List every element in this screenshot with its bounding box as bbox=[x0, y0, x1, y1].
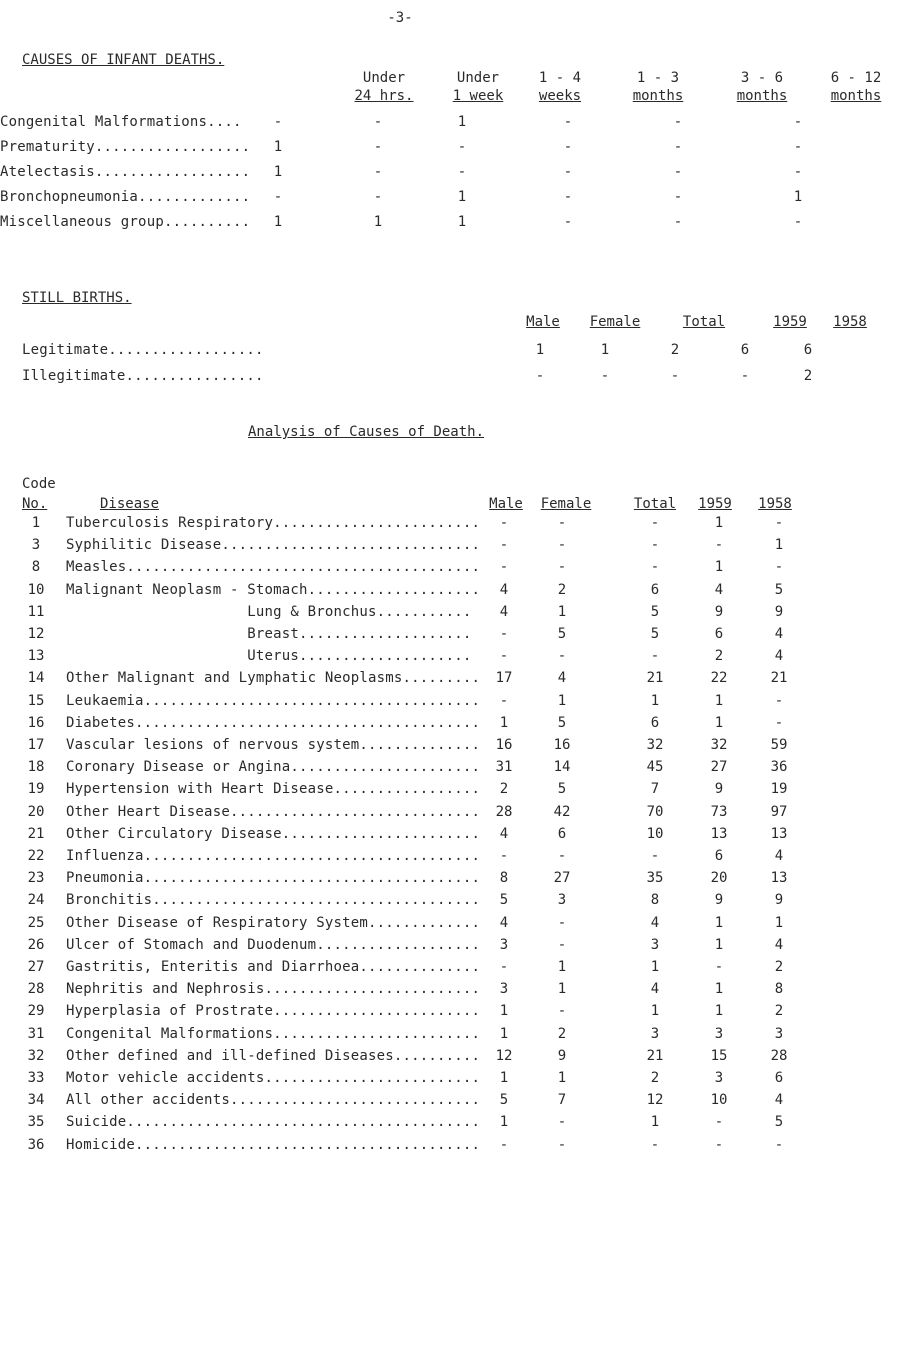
analysis-cell: 21 bbox=[646, 1047, 664, 1064]
analysis-cell: 5 bbox=[499, 892, 509, 909]
analysis-cell: 9 bbox=[714, 781, 724, 798]
analysis-cell: - bbox=[557, 537, 567, 554]
analysis-cell: 3 bbox=[557, 892, 567, 909]
infant-col-subheader: 24 hrs. bbox=[354, 88, 414, 104]
infant-cell: - bbox=[673, 114, 683, 130]
analysis-col-header: Male bbox=[489, 496, 523, 512]
analysis-row-label: Motor vehicle accidents......................... bbox=[66, 1070, 481, 1086]
analysis-row-label: Uterus.................... bbox=[66, 648, 472, 665]
analysis-cell: 1 bbox=[714, 936, 724, 953]
analysis-cell: 97 bbox=[770, 803, 788, 820]
analysis-row-label: Hyperplasia of Prostrate........................ bbox=[66, 1003, 481, 1020]
analysis-code: 13 bbox=[27, 648, 45, 665]
analysis-cell: 1 bbox=[557, 692, 567, 709]
analysis-cell: 2 bbox=[557, 581, 567, 598]
analysis-code: 20 bbox=[27, 803, 45, 820]
code-header: Code bbox=[22, 476, 56, 492]
analysis-cell: 6 bbox=[650, 714, 660, 731]
analysis-cell: - bbox=[557, 648, 567, 665]
analysis-cell: 28 bbox=[770, 1047, 788, 1064]
infant-cell: 1 bbox=[373, 214, 383, 230]
analysis-cell: 9 bbox=[774, 892, 784, 909]
disease-header: Disease bbox=[100, 496, 160, 512]
infant-cell: 1 bbox=[273, 139, 283, 155]
analysis-cell: 1 bbox=[650, 1114, 660, 1131]
analysis-row-label: Pneumonia....................................... bbox=[66, 870, 481, 887]
analysis-code: 31 bbox=[27, 1025, 45, 1042]
analysis-cell: 7 bbox=[557, 1092, 567, 1109]
analysis-cell: 32 bbox=[646, 737, 664, 753]
infant-col-header: Under bbox=[456, 70, 500, 86]
analysis-cell: - bbox=[650, 648, 660, 665]
analysis-cell: 20 bbox=[710, 870, 728, 887]
infant-cell: - bbox=[273, 114, 283, 130]
analysis-cell: 6 bbox=[714, 626, 724, 642]
analysis-row-label: Lung & Bronchus........... bbox=[66, 603, 472, 620]
analysis-row-label: Other Circulatory Disease....................... bbox=[66, 825, 481, 842]
analysis-cell: 5 bbox=[557, 781, 567, 798]
analysis-cell: 31 bbox=[495, 759, 513, 776]
infant-col-subheader: weeks bbox=[538, 88, 582, 104]
stillbirths-cell: 1 bbox=[600, 342, 610, 358]
analysis-cell: 1 bbox=[557, 1070, 567, 1086]
analysis-code: 17 bbox=[27, 737, 45, 753]
analysis-cell: - bbox=[774, 515, 784, 531]
analysis-cell: 16 bbox=[553, 737, 571, 753]
analysis-cell: 70 bbox=[646, 803, 664, 820]
analysis-cell: 1 bbox=[650, 1003, 660, 1020]
analysis-cell: 1 bbox=[714, 981, 724, 998]
analysis-cell: 1 bbox=[499, 1070, 509, 1086]
analysis-cell: 32 bbox=[710, 737, 728, 753]
analysis-cell: - bbox=[557, 936, 567, 953]
analysis-cell: 1 bbox=[650, 692, 660, 709]
analysis-cell: 15 bbox=[710, 1047, 728, 1064]
analysis-cell: 6 bbox=[557, 825, 567, 842]
analysis-cell: - bbox=[650, 1136, 660, 1153]
analysis-cell: 12 bbox=[495, 1047, 513, 1064]
analysis-code: 35 bbox=[27, 1114, 45, 1131]
analysis-cell: 2 bbox=[650, 1070, 660, 1086]
analysis-cell: - bbox=[499, 537, 509, 554]
analysis-cell: 6 bbox=[774, 1070, 784, 1086]
analysis-cell: 4 bbox=[774, 648, 784, 665]
analysis-row-label: All other accidents............................. bbox=[66, 1092, 481, 1109]
infant-cell: 1 bbox=[457, 214, 467, 230]
analysis-cell: 2 bbox=[714, 648, 724, 665]
analysis-cell: 4 bbox=[650, 981, 660, 998]
infant-cell: - bbox=[373, 164, 383, 180]
infant-row-label: Congenital Malformations.... bbox=[0, 114, 242, 130]
analysis-row-label: Nephritis and Nephrosis......................... bbox=[66, 981, 481, 998]
analysis-cell: - bbox=[557, 1136, 567, 1153]
analysis-cell: 9 bbox=[714, 892, 724, 909]
analysis-cell: 1 bbox=[774, 914, 784, 931]
analysis-code: 22 bbox=[27, 848, 45, 864]
analysis-cell: 4 bbox=[650, 914, 660, 931]
infant-col-header: 3 - 6 bbox=[740, 70, 784, 86]
infant-cell: - bbox=[457, 139, 467, 155]
analysis-cell: 10 bbox=[646, 825, 664, 842]
analysis-cell: 4 bbox=[499, 914, 509, 931]
analysis-row-label: Congenital Malformations........................ bbox=[66, 1025, 481, 1042]
infant-row-label: Prematurity.................. bbox=[0, 139, 251, 155]
analysis-cell: 2 bbox=[774, 959, 784, 975]
analysis-cell: - bbox=[774, 714, 784, 731]
analysis-row-label: Influenza....................................... bbox=[66, 848, 481, 864]
analysis-row-label: Other defined and ill-defined Diseases.......... bbox=[66, 1047, 481, 1064]
analysis-cell: 4 bbox=[557, 670, 567, 687]
analysis-cell: 10 bbox=[710, 1092, 728, 1109]
analysis-cell: 9 bbox=[774, 603, 784, 620]
analysis-cell: 19 bbox=[770, 781, 788, 798]
infant-cell: - bbox=[793, 114, 803, 130]
stillbirths-cell: 1 bbox=[535, 342, 545, 358]
analysis-row-label: Other Malignant and Lymphatic Neoplasms......... bbox=[66, 670, 481, 687]
analysis-cell: 13 bbox=[710, 825, 728, 842]
infant-cell: 1 bbox=[273, 164, 283, 180]
analysis-cell: 1 bbox=[499, 1114, 509, 1131]
analysis-cell: 1 bbox=[499, 1025, 509, 1042]
stillbirths-col-header: Female bbox=[589, 314, 641, 330]
infant-cell: - bbox=[563, 214, 573, 230]
page-number: -3- bbox=[387, 10, 413, 26]
analysis-cell: 3 bbox=[499, 981, 509, 998]
infant-cell: 1 bbox=[457, 114, 467, 130]
analysis-cell: 1 bbox=[714, 1003, 724, 1020]
analysis-cell: 73 bbox=[710, 803, 728, 820]
analysis-cell: - bbox=[557, 1003, 567, 1020]
analysis-cell: 8 bbox=[499, 870, 509, 887]
analysis-cell: 1 bbox=[499, 714, 509, 731]
infant-col-header: 1 - 4 bbox=[538, 70, 582, 86]
analysis-cell: - bbox=[650, 848, 660, 864]
analysis-code: 34 bbox=[27, 1092, 45, 1109]
stillbirths-row-label: Legitimate.................. bbox=[22, 342, 264, 358]
analysis-cell: 1 bbox=[650, 959, 660, 975]
analysis-cell: 4 bbox=[774, 936, 784, 953]
analysis-cell: 1 bbox=[774, 537, 784, 554]
analysis-col-header: Female bbox=[540, 496, 592, 512]
analysis-cell: 6 bbox=[714, 848, 724, 864]
analysis-cell: - bbox=[499, 848, 509, 864]
analysis-cell: 21 bbox=[770, 670, 788, 687]
analysis-cell: 27 bbox=[710, 759, 728, 776]
stillbirths-cell: - bbox=[600, 368, 610, 384]
infant-cell: - bbox=[563, 114, 573, 130]
stillbirths-cell: 6 bbox=[803, 342, 813, 358]
stillbirths-cell: 2 bbox=[803, 368, 813, 384]
analysis-cell: 5 bbox=[650, 603, 660, 620]
infant-col-header: Under bbox=[362, 70, 406, 86]
infant-cell: 1 bbox=[793, 189, 803, 205]
analysis-code: 15 bbox=[27, 692, 45, 709]
analysis-row-label: Coronary Disease or Angina...................... bbox=[66, 759, 481, 776]
infant-cell: - bbox=[793, 214, 803, 230]
analysis-code: 18 bbox=[27, 759, 45, 776]
analysis-cell: - bbox=[499, 1136, 509, 1153]
analysis-cell: - bbox=[557, 914, 567, 931]
analysis-code: 28 bbox=[27, 981, 45, 998]
infant-cell: - bbox=[673, 164, 683, 180]
analysis-cell: 1 bbox=[714, 914, 724, 931]
analysis-col-header: 1959 bbox=[698, 496, 732, 512]
stillbirths-col-header: Male bbox=[526, 314, 560, 330]
analysis-cell: 27 bbox=[553, 870, 571, 887]
analysis-cell: - bbox=[774, 692, 784, 709]
analysis-cell: 45 bbox=[646, 759, 664, 776]
analysis-code: 24 bbox=[27, 892, 45, 909]
infant-cell: - bbox=[273, 189, 283, 205]
analysis-cell: 2 bbox=[557, 1025, 567, 1042]
analysis-cell: 12 bbox=[646, 1092, 664, 1109]
analysis-cell: 3 bbox=[774, 1025, 784, 1042]
analysis-code: 23 bbox=[27, 870, 45, 887]
analysis-code: 26 bbox=[27, 936, 45, 953]
analysis-cell: 8 bbox=[650, 892, 660, 909]
analysis-cell: 5 bbox=[774, 1114, 784, 1131]
infant-col-subheader: 1 week bbox=[452, 88, 504, 104]
infant-cell: - bbox=[373, 189, 383, 205]
analysis-row-label: Breast.................... bbox=[66, 626, 472, 642]
infant-col-header: 1 - 3 bbox=[636, 70, 680, 86]
analysis-code: 12 bbox=[27, 626, 45, 642]
analysis-cell: 1 bbox=[714, 714, 724, 731]
stillbirths-cell: - bbox=[740, 368, 750, 384]
analysis-code: 29 bbox=[27, 1003, 45, 1020]
analysis-cell: - bbox=[557, 1114, 567, 1131]
analysis-cell: 8 bbox=[774, 981, 784, 998]
analysis-code: 11 bbox=[27, 603, 45, 620]
infant-cell: - bbox=[563, 164, 573, 180]
analysis-row-label: Other Heart Disease............................. bbox=[66, 803, 481, 820]
analysis-row-label: Gastritis, Enteritis and Diarrhoea.............. bbox=[66, 959, 481, 975]
infant-cell: - bbox=[373, 139, 383, 155]
analysis-row-label: Hypertension with Heart Disease................. bbox=[66, 781, 481, 798]
analysis-code: 8 bbox=[31, 559, 41, 576]
infant-cell: - bbox=[457, 164, 467, 180]
analysis-cell: 9 bbox=[714, 603, 724, 620]
analysis-code: 1 bbox=[31, 515, 41, 531]
analysis-row-label: Ulcer of Stomach and Duodenum................... bbox=[66, 936, 481, 953]
analysis-cell: 5 bbox=[557, 714, 567, 731]
analysis-cell: 14 bbox=[553, 759, 571, 776]
analysis-code: 25 bbox=[27, 914, 45, 931]
analysis-cell: - bbox=[714, 1114, 724, 1131]
analysis-row-label: Vascular lesions of nervous system.............. bbox=[66, 737, 481, 753]
infant-row-label: Atelectasis.................. bbox=[0, 164, 251, 180]
analysis-cell: - bbox=[499, 559, 509, 576]
analysis-row-label: Measles......................................... bbox=[66, 559, 481, 576]
analysis-code: 3 bbox=[31, 537, 41, 554]
infant-cell: 1 bbox=[273, 214, 283, 230]
stillbirths-col-header: 1958 bbox=[833, 314, 867, 330]
infant-cell: - bbox=[563, 189, 573, 205]
analysis-cell: 13 bbox=[770, 870, 788, 887]
analysis-code: 16 bbox=[27, 714, 45, 731]
analysis-cell: 5 bbox=[774, 581, 784, 598]
analysis-cell: 2 bbox=[774, 1003, 784, 1020]
analysis-title: Analysis of Causes of Death. bbox=[248, 424, 485, 440]
stillbirths-cell: - bbox=[535, 368, 545, 384]
infant-row-label: Bronchopneumonia............. bbox=[0, 189, 251, 205]
analysis-cell: - bbox=[499, 515, 509, 531]
infant-cell: - bbox=[793, 139, 803, 155]
analysis-col-header: 1958 bbox=[758, 496, 792, 512]
analysis-cell: 35 bbox=[646, 870, 664, 887]
analysis-cell: 3 bbox=[714, 1070, 724, 1086]
stillbirths-cell: 6 bbox=[740, 342, 750, 358]
analysis-code: 27 bbox=[27, 959, 45, 975]
analysis-code: 21 bbox=[27, 825, 45, 842]
analysis-cell: 4 bbox=[774, 626, 784, 642]
analysis-cell: - bbox=[714, 537, 724, 554]
infant-cell: - bbox=[673, 189, 683, 205]
analysis-cell: 4 bbox=[499, 581, 509, 598]
analysis-cell: 4 bbox=[714, 581, 724, 598]
analysis-cell: 1 bbox=[714, 515, 724, 531]
analysis-row-label: Bronchitis...................................... bbox=[66, 892, 481, 909]
analysis-cell: 1 bbox=[714, 559, 724, 576]
analysis-cell: 3 bbox=[650, 1025, 660, 1042]
stillbirths-row-label: Illegitimate................ bbox=[22, 368, 264, 384]
analysis-code: 14 bbox=[27, 670, 45, 687]
analysis-cell: - bbox=[557, 515, 567, 531]
stillbirths-title: STILL BIRTHS. bbox=[22, 290, 132, 306]
infant-col-subheader: months bbox=[736, 88, 788, 104]
stillbirths-col-header: Total bbox=[682, 314, 726, 330]
analysis-cell: - bbox=[774, 559, 784, 576]
analysis-cell: - bbox=[650, 515, 660, 531]
analysis-cell: 22 bbox=[710, 670, 728, 687]
infant-cell: - bbox=[563, 139, 573, 155]
infant-deaths-title: CAUSES OF INFANT DEATHS. bbox=[22, 52, 225, 68]
analysis-cell: 59 bbox=[770, 737, 788, 753]
stillbirths-col-header: 1959 bbox=[773, 314, 807, 330]
analysis-cell: 28 bbox=[495, 803, 513, 820]
infant-cell: 1 bbox=[457, 189, 467, 205]
analysis-cell: 5 bbox=[499, 1092, 509, 1109]
analysis-row-label: Tuberculosis Respiratory........................ bbox=[66, 515, 481, 531]
analysis-cell: 5 bbox=[557, 626, 567, 642]
analysis-cell: - bbox=[650, 537, 660, 554]
analysis-cell: 5 bbox=[650, 626, 660, 642]
analysis-cell: - bbox=[557, 559, 567, 576]
analysis-cell: 1 bbox=[499, 1003, 509, 1020]
analysis-cell: 21 bbox=[646, 670, 664, 687]
analysis-row-label: Homicide........................................ bbox=[66, 1136, 481, 1153]
analysis-cell: - bbox=[774, 1136, 784, 1153]
analysis-cell: - bbox=[557, 848, 567, 864]
analysis-cell: - bbox=[714, 1136, 724, 1153]
analysis-cell: 1 bbox=[557, 959, 567, 975]
analysis-cell: 1 bbox=[557, 603, 567, 620]
analysis-cell: 36 bbox=[770, 759, 788, 776]
analysis-cell: 16 bbox=[495, 737, 513, 753]
stillbirths-cell: - bbox=[670, 368, 680, 384]
analysis-cell: - bbox=[499, 959, 509, 975]
analysis-cell: 3 bbox=[499, 936, 509, 953]
analysis-row-label: Other Disease of Respiratory System............. bbox=[66, 914, 481, 931]
infant-col-subheader: months bbox=[632, 88, 684, 104]
infant-cell: - bbox=[373, 114, 383, 130]
analysis-cell: 42 bbox=[553, 803, 571, 820]
analysis-cell: - bbox=[714, 959, 724, 975]
analysis-cell: 9 bbox=[557, 1047, 567, 1064]
analysis-row-label: Diabetes........................................ bbox=[66, 714, 481, 731]
analysis-cell: 1 bbox=[557, 981, 567, 998]
infant-col-subheader: months bbox=[830, 88, 882, 104]
analysis-cell: 4 bbox=[499, 603, 509, 620]
analysis-cell: 4 bbox=[774, 848, 784, 864]
analysis-col-header: Total bbox=[633, 496, 677, 512]
analysis-cell: 4 bbox=[774, 1092, 784, 1109]
analysis-cell: 7 bbox=[650, 781, 660, 798]
infant-cell: - bbox=[673, 214, 683, 230]
stillbirths-cell: 2 bbox=[670, 342, 680, 358]
analysis-code: 33 bbox=[27, 1070, 45, 1086]
infant-row-label: Miscellaneous group.......... bbox=[0, 214, 251, 230]
analysis-cell: 4 bbox=[499, 825, 509, 842]
analysis-cell: 17 bbox=[495, 670, 513, 687]
analysis-cell: 3 bbox=[714, 1025, 724, 1042]
analysis-cell: 13 bbox=[770, 825, 788, 842]
analysis-row-label: Malignant Neoplasm - Stomach.................... bbox=[66, 581, 481, 598]
infant-col-header: 6 - 12 bbox=[830, 70, 882, 86]
analysis-cell: 3 bbox=[650, 936, 660, 953]
analysis-cell: - bbox=[650, 559, 660, 576]
analysis-cell: 1 bbox=[714, 692, 724, 709]
analysis-code: 36 bbox=[27, 1136, 45, 1153]
analysis-row-label: Syphilitic Disease.............................. bbox=[66, 537, 481, 554]
analysis-cell: 2 bbox=[499, 781, 509, 798]
analysis-code: 32 bbox=[27, 1047, 45, 1064]
infant-cell: - bbox=[793, 164, 803, 180]
analysis-cell: 6 bbox=[650, 581, 660, 598]
no-header: No. bbox=[22, 496, 48, 512]
analysis-cell: - bbox=[499, 626, 509, 642]
analysis-row-label: Leukaemia....................................... bbox=[66, 692, 481, 709]
analysis-code: 10 bbox=[27, 581, 45, 598]
analysis-code: 19 bbox=[27, 781, 45, 798]
analysis-cell: - bbox=[499, 648, 509, 665]
analysis-cell: - bbox=[499, 692, 509, 709]
analysis-row-label: Suicide......................................... bbox=[66, 1114, 481, 1131]
infant-cell: - bbox=[673, 139, 683, 155]
